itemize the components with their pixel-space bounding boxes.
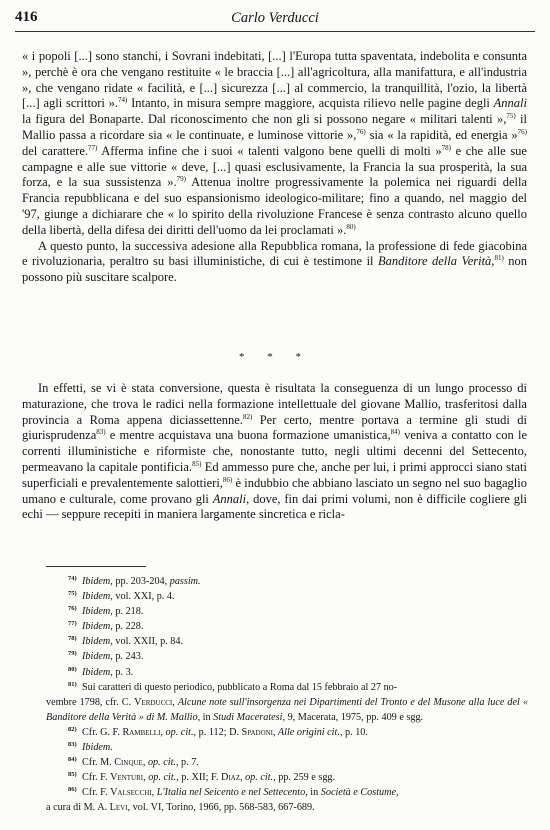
p1-text-5: sia « la rapidità, ed energia » (365, 127, 518, 142)
footnote-mark: 83) (68, 741, 77, 749)
upper-body-text (22, 49, 527, 286)
footnote-mark: 74) (68, 575, 77, 582)
fn-ital: Ibidem, (82, 621, 113, 633)
fn-ital: op. cit., (145, 757, 179, 769)
page-number: 416 (15, 9, 38, 25)
footnote-83 (68, 740, 528, 755)
footnote-85 (68, 770, 528, 785)
fn-author: Diaz, (220, 772, 243, 784)
footnote-mark: 75) (68, 590, 77, 598)
p3-text-5: Ed ammesso pure che, anche per lui, i primi approcci siano stati superficiali e prevalentemente salottieri, (22, 459, 527, 490)
note-ref-80: 80) (346, 222, 356, 231)
footnote-76 (68, 604, 528, 619)
fn-ital: op. cit., (145, 772, 179, 784)
fn-ital: Ibidem, (82, 591, 113, 603)
fn-text: p. 112; D. (196, 726, 242, 738)
footnotes (46, 574, 528, 816)
fn-ital: Alcune note sull'insorgenza nei Dipartimenti del Tronto e del Musone alla luce del « Banditore della Verità » di M. Mallio, (46, 696, 528, 723)
note-ref-86: 86) (222, 475, 233, 484)
footnote-mark: 85) (68, 771, 77, 779)
footnote-mark: 80) (68, 665, 77, 673)
paragraph-1 (22, 49, 527, 239)
p2-text-1: A questo punto, la successiva adesione alla Repubblica romana, la professione di fede giacobina e rivoluzionaria, peraltro su basi illuministiche, di cui è testimone il (22, 238, 527, 269)
fn-text: Cfr. F. (82, 787, 111, 799)
footnote-81-continuation (46, 695, 528, 725)
footnote-86 (46, 785, 528, 815)
fn-author: Spadoni, (241, 726, 276, 738)
fn-ital: op. cit., (242, 772, 276, 784)
fn-text: 9, Macerata, 1975, pp. 409 e sgg. (285, 711, 424, 723)
footnote-77 (68, 619, 528, 634)
fn-text: p. XII; F. (178, 772, 221, 784)
p2-text-2: non possono più suscitare scalpore. (22, 254, 527, 285)
p3-text-4: veniva a contatto con le correnti illuministiche e riformiste che, nonostante tutto, negli ultimi decenni del Settecento, permeavano la capitale pontificia. (22, 428, 528, 474)
note-ref-82: 82) (242, 412, 253, 421)
fn-ital: L'Italia nel Seicento e nel Settecento, (154, 787, 308, 799)
fn-text: Cfr. M. (82, 757, 115, 769)
fn-ital: Ibidem, (82, 636, 113, 648)
note-ref-76: 76) (356, 127, 366, 136)
fn-text: vol. XXII, p. 84. (112, 636, 184, 648)
fn-text: p. 228. (112, 621, 144, 633)
p1-text-6: del carattere. (22, 143, 89, 158)
footnote-84 (68, 755, 528, 770)
p3-text-7: dove, fin dai primi volumi, non è difficile cogliere gli echi — seppure recepiti in maniera largamente sincretica e ricla- (22, 491, 527, 522)
page-header (15, 9, 535, 33)
fn-text: in (307, 787, 321, 799)
fn-ital: Società e Costume, (320, 787, 399, 799)
fn-author: Rambelli, (122, 726, 163, 738)
p1-text-3: la figura del Bonaparte. Dal riconoscimento che non gli si possono negare « militari talenti », (22, 112, 507, 127)
note-ref-75: 75) (506, 112, 516, 121)
footnote-mark: 84) (68, 756, 77, 764)
p1-text-8: e che alle sue campagne e alle sue vittorie « deve, [...] quasi esclusivamente, la Francia la sua prosperità, la sua forza, e la sua sussistenza ». (22, 143, 527, 190)
footnote-80 (68, 665, 528, 680)
fn-text: Cfr. G. F. (82, 726, 123, 738)
section-separator: * * * (239, 351, 311, 363)
fn-text: p. 243. (112, 651, 144, 663)
note-ref-85: 85) (192, 459, 202, 468)
running-title: Carlo Verducci (231, 10, 319, 26)
fn-author: Valsecchi, (110, 787, 155, 799)
p1-text-2: Intanto, in misura sempre maggiore, acquista rilievo nelle pagine degli (127, 96, 494, 111)
fn-text: p. 7. (178, 757, 199, 769)
footnote-74 (68, 574, 528, 589)
note-ref-84: 84) (390, 428, 400, 437)
footnote-mark: 81) (68, 680, 77, 688)
fn-ital: Ibidem, (82, 666, 113, 678)
p3-text-1: In effetti, se vi è stata conversione, questa è risultata la conseguenza di un lungo processo di maturazione, che trova le radici nella formazione intellettuale del giovane Mallio, trasferitosi dalla provincia a Roma appena diciassettenne. (22, 381, 527, 427)
paragraph-2 (22, 239, 527, 286)
note-ref-81: 81) (494, 254, 504, 263)
footnote-mark: 82) (68, 725, 77, 733)
fn-text: Cfr. F. (82, 772, 111, 784)
note-ref-79: 79) (176, 175, 186, 184)
footnote-mark: 79) (68, 650, 77, 658)
fn-ital: Ibidem, (82, 651, 113, 663)
p1-text-4: il Mallio passa a ricordare sia « le continuate, e luminose vittorie », (22, 112, 527, 142)
footnote-86-continuation (46, 800, 528, 815)
note-ref-77: 77) (88, 143, 98, 152)
footnote-81 (46, 680, 528, 725)
p1-text-9: Attenua inoltre progressivamente la polemica nei riguardi della Francia repubblicana e del suo espansionismo ideologico-militare; fino a quando, nel maggio del '97, giunge a dichiarare che « lo spirito della rivoluzione Francese è senza contrasto alcuno quello della libertà, della difesa dei diritti dell'uomo da lei proclamati ». (22, 175, 528, 237)
fn-ital: op. cit., (162, 726, 197, 738)
fn-ital: Ibidem, (82, 606, 113, 618)
p1-text-7: Afferma infine che i suoi « talenti valgono bene quelli di molti » (97, 143, 442, 158)
footnote-mark: 78) (68, 635, 77, 643)
fn-ital: Alle origini cit., (275, 726, 343, 738)
fn-text: vembre 1798, cfr. C. (46, 696, 135, 708)
fn-ital: Studi Maceratesi, (213, 711, 286, 723)
fn-text: p. 3. (112, 666, 134, 678)
p3-annali: Annali, (212, 491, 250, 506)
fn-text: p. 218. (112, 606, 144, 618)
p3-text-6: è indubbio che abbiano lasciato un segno nel suo bagaglio umano e culturale, come provano gli (22, 475, 527, 506)
p1-annali: Annali (493, 96, 527, 111)
note-ref-76b: 76) (517, 127, 527, 136)
footnote-82 (68, 725, 528, 740)
fn-ital: Ibidem, (82, 576, 113, 587)
fn-ital: passim. (169, 576, 201, 587)
fn-text: p. 10. (342, 726, 368, 738)
fn-author: Verducci, (134, 696, 175, 708)
footnote-mark: 76) (68, 605, 77, 613)
fn-ital: Ibidem. (82, 742, 113, 754)
fn-text: vol. VI, Torino, 1966, pp. 568-583, 667-689. (130, 802, 315, 814)
p3-text-3: e mentre acquistava una buona formazione umanistica, (105, 428, 391, 443)
fn-text: Sui caratteri di questo periodico, pubblicato a Roma dal 15 febbraio al 27 no- (82, 681, 398, 693)
footnote-mark: 86) (68, 786, 77, 794)
fn-text: a cura di M. A. (46, 802, 110, 814)
p2-title: Banditore della Verità, (377, 254, 495, 269)
fn-text: vol. XXI, p. 4. (112, 591, 175, 603)
fn-author: Levi, (109, 802, 131, 814)
fn-author: Cinque, (114, 757, 146, 769)
note-ref-78: 78) (441, 143, 451, 152)
paragraph-3 (22, 381, 527, 523)
footnote-rule (46, 566, 146, 567)
p3-text-2: Per certo, mentre portava a termine gli studi di giurisprudenza (22, 412, 527, 443)
footnote-78 (68, 634, 528, 649)
footnote-75 (68, 589, 528, 604)
fn-author: Venturi, (110, 772, 146, 784)
fn-text: pp. 259 e sgg. (275, 772, 336, 784)
footnote-79 (68, 649, 528, 664)
lower-body-text (22, 381, 527, 523)
fn-text: pp. 203-204, (112, 576, 170, 587)
note-ref-74: 74) (118, 96, 128, 105)
note-ref-83: 83) (96, 428, 106, 437)
p1-text-1: « i popoli [...] sono stanchi, i Sovrani indebitati, [...] l'Europa tutta spaventata, indebolita e consunta », perchè è ora che vengano restituite « le braccia [...] all'agricoltura, alla manifattura, e all'industria », che vengano ridate « facilità, e [...] sicurezza [...] al commercio, la tranquillità, l'ozio, la libertà [...] agli scrittori ». (22, 49, 527, 111)
fn-text: in (200, 711, 214, 723)
footnote-mark: 77) (68, 620, 77, 628)
header-rule (15, 31, 535, 32)
